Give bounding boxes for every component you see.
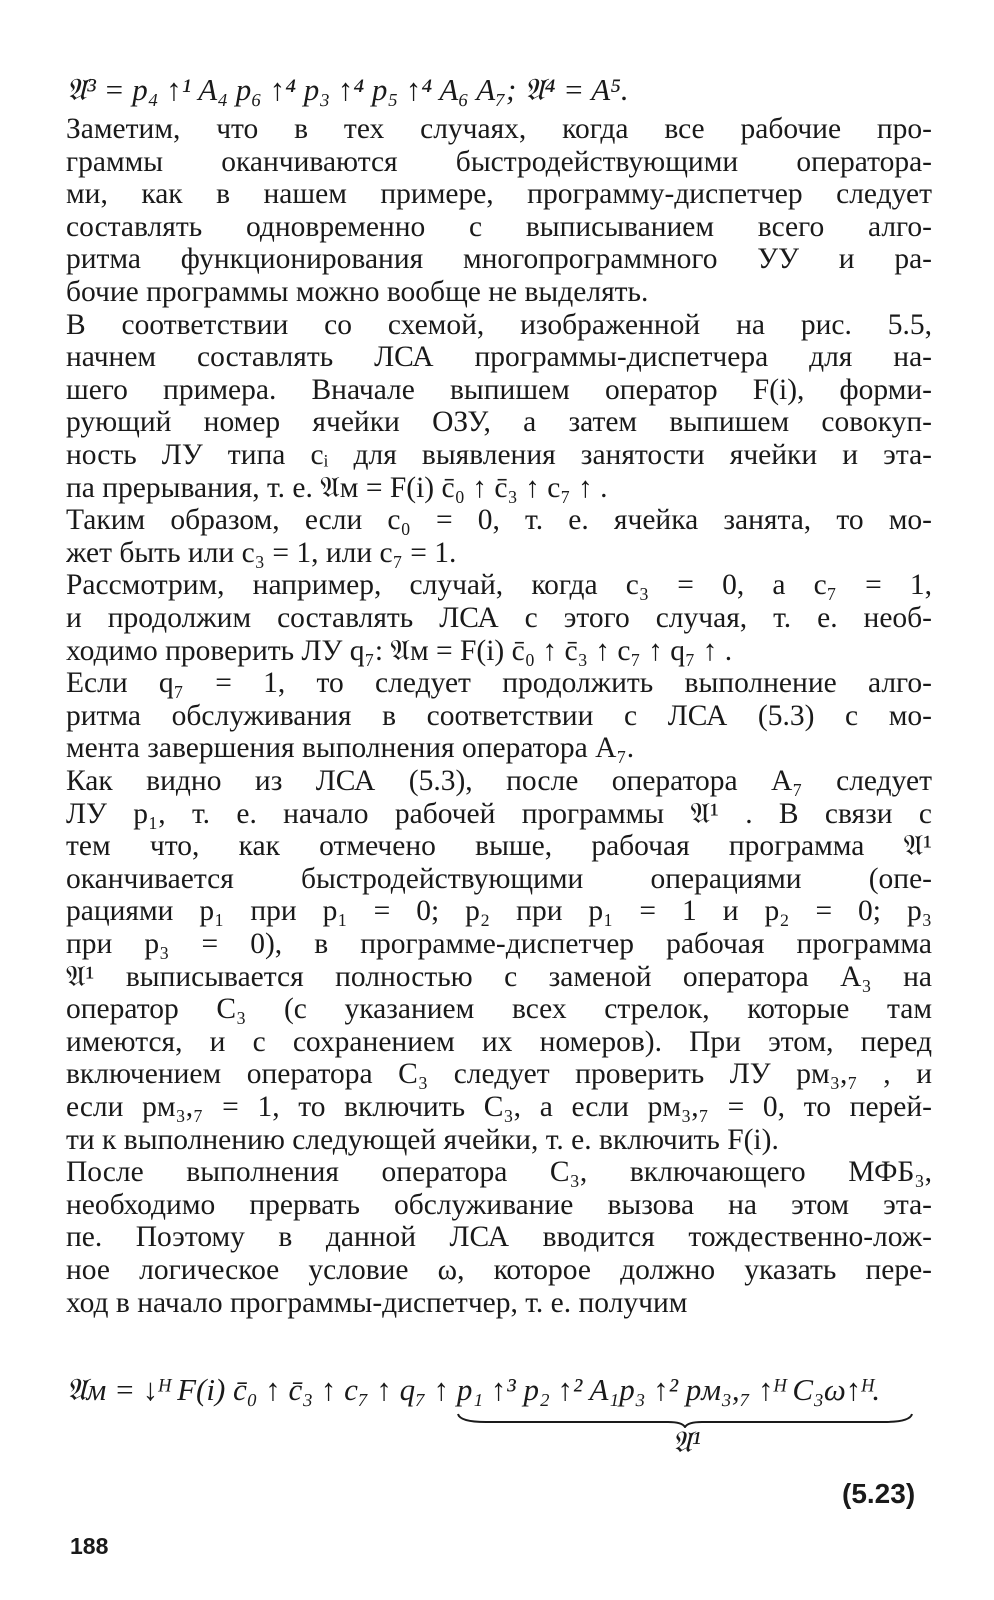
text-line: Рассмотрим, например, случай, когда c₃ = 0, а c₇ = 1, bbox=[66, 569, 932, 601]
text-line: рациями p₁ при p₁ = 0; p₂ при p₁ = 1 и p₂ = 0; p₃ bbox=[66, 895, 932, 927]
text-line: Если q₇ = 1, то следует продолжить выполнение алго- bbox=[66, 667, 932, 699]
text-line: составлять одновременно с выписыванием всего алго- bbox=[66, 211, 932, 243]
text-line: необходимо прервать обслуживание вызова на этом эта- bbox=[66, 1189, 932, 1221]
text-line: оператор C₃ (с указанием всех стрелок, которые там bbox=[66, 993, 932, 1025]
main-formula: 𝔄м = ↓ᴴ F(i) c̄₀ ↑ c̄₃ ↑ c₇ ↑ q₇ ↑ p₁ ↑³ p₂ ↑² A₁p₃ ↑² pм₃,₇ ↑ᴴ C₃ω↑ᴴ. bbox=[66, 1372, 881, 1407]
text-line: оканчивается быстродействующими операциями (опе- bbox=[66, 863, 932, 895]
text-line: если pм₃,₇ = 1, то включить C₃, а если pм₃,₇ = 0, то перей- bbox=[66, 1091, 932, 1123]
text-line: ЛУ p₁, т. е. начало рабочей программы 𝔄¹ . В связи с bbox=[66, 798, 932, 830]
text-line: ход в начало программы-диспетчер, т. е. получим bbox=[66, 1287, 688, 1319]
text-line: ритма обслуживания в соответствии с ЛСА (5.3) с мо- bbox=[66, 700, 932, 732]
text-line: пе. Поэтому в данной ЛСА вводится тождественно-лож- bbox=[66, 1221, 932, 1253]
text-line: па прерывания, т. е. 𝔄м = F(i) c̄₀ ↑ c̄₃ ↑ c₇ ↑ . bbox=[66, 472, 608, 504]
text-line: шего примера. Вначале выпишем оператор F(i), форми- bbox=[66, 374, 932, 406]
text-line: ми, как в нашем примере, программу-диспетчер следует bbox=[66, 178, 932, 210]
text-line: Заметим, что в тех случаях, когда все рабочие про- bbox=[66, 113, 932, 145]
text-line: ти к выполнению следующей ячейки, т. е. включить F(i). bbox=[66, 1124, 779, 1156]
text-line: мента завершения выполнения оператора A₇. bbox=[66, 732, 635, 764]
text-line: тем что, как отмечено выше, рабочая программа 𝔄¹ bbox=[66, 830, 932, 862]
text-line: После выполнения оператора C₃, включающего МФБ₃, bbox=[66, 1156, 932, 1188]
text-line: включением оператора C₃ следует проверить ЛУ pм₃,₇ , и bbox=[66, 1058, 932, 1090]
text-line: 𝔄¹ выписывается полностью с заменой оператора A₃ на bbox=[66, 961, 932, 993]
text-line: ритма функционирования многопрограммного УУ и ра- bbox=[66, 243, 932, 275]
page-number: 188 bbox=[70, 1533, 109, 1559]
underbrace-label: 𝔄¹ bbox=[672, 1426, 701, 1459]
text-line: жет быть или c₃ = 1, или c₇ = 1. bbox=[66, 537, 457, 569]
text-line: и продолжим составлять ЛСА с этого случая, т. е. необ- bbox=[66, 602, 932, 634]
top-formula: 𝔄³ = p₄ ↑¹ A₄ p₆ ↑⁴ p₃ ↑⁴ p₅ ↑⁴ A₆ A₇; 𝔄⁴ = A⁵. bbox=[66, 72, 629, 107]
text-line: ходимо проверить ЛУ q₇: 𝔄м = F(i) c̄₀ ↑ c̄₃ ↑ c₇ ↑ q₇ ↑ . bbox=[66, 635, 733, 667]
text-line: при p₃ = 0), в программе-диспетчер рабочая программа bbox=[66, 928, 932, 960]
text-line: ное логическое условие ω, которое должно указать пере- bbox=[66, 1254, 932, 1286]
text-line: Таким образом, если c₀ = 0, т. е. ячейка занята, то мо- bbox=[66, 504, 932, 536]
text-line: Как видно из ЛСА (5.3), после оператора A₇ следует bbox=[66, 765, 932, 797]
text-line: В соответствии со схемой, изображенной на рис. 5.5, bbox=[66, 309, 932, 341]
text-line: имеются, и с сохранением их номеров). При этом, перед bbox=[66, 1026, 932, 1058]
text-line: ность ЛУ типа cᵢ для выявления занятости ячейки и эта- bbox=[66, 439, 932, 471]
text-line: рующий номер ячейки ОЗУ, а затем выпишем совокуп- bbox=[66, 406, 932, 438]
text-line: начнем составлять ЛСА программы-диспетчера для на- bbox=[66, 341, 932, 373]
text-line: граммы оканчиваются быстродействующими оператора- bbox=[66, 146, 932, 178]
equation-number: (5.23) bbox=[842, 1478, 916, 1509]
text-line: бочие программы можно вообще не выделять. bbox=[66, 276, 649, 308]
